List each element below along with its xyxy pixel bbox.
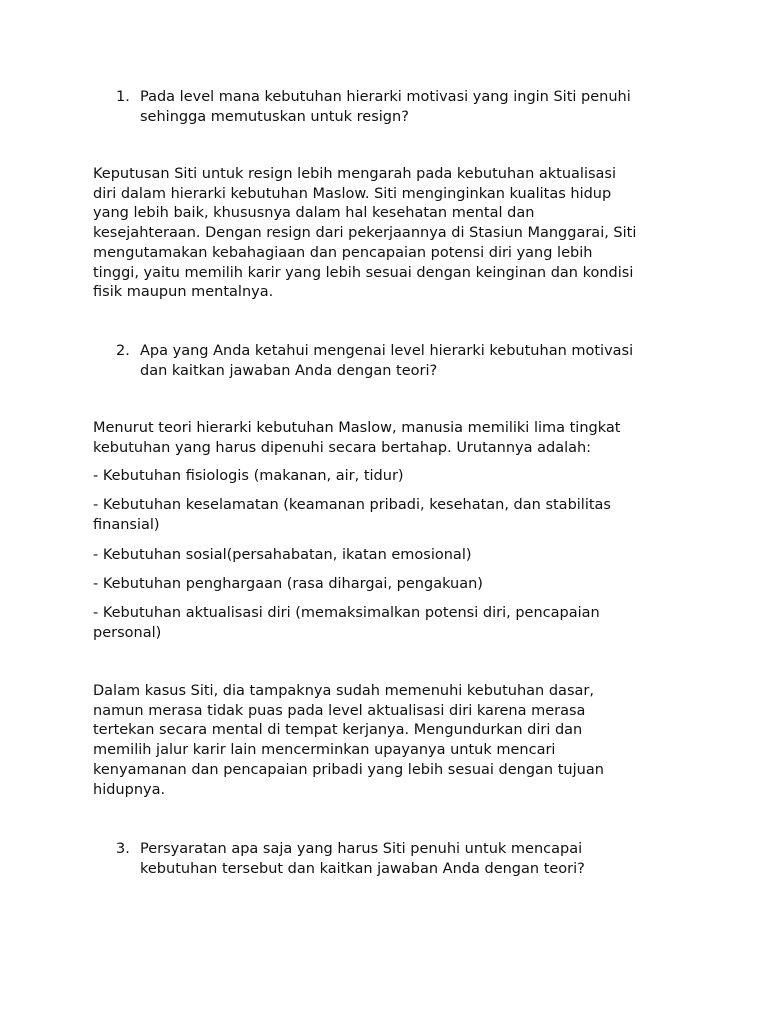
question-3-text: Persyaratan apa saja yang harus Siti penuhi untuk mencapai kebutuhan tersebut dan kaitkan jawaban Anda dengan teori? <box>140 841 585 877</box>
maslow-need-item: - Kebutuhan aktualisasi diri (memaksimalkan potensi diri, pencapaian personal) <box>93 605 600 641</box>
maslow-need-item: - Kebutuhan keselamatan (keamanan pribadi, kesehatan, dan stabilitas finansial) <box>93 497 611 533</box>
question-2 <box>116 341 676 381</box>
maslow-need-item: - Kebutuhan penghargaan (rasa dihargai, pengakuan) <box>93 576 483 592</box>
question-2-text: Apa yang Anda ketahui mengenai level hierarki kebutuhan motivasi dan kaitkan jawaban Anda dengan teori? <box>140 343 634 379</box>
question-1-text: Pada level mana kebutuhan hierarki motivasi yang ingin Siti penuhi sehingga memutuskan untuk resign? <box>140 89 631 125</box>
question-1 <box>116 87 676 127</box>
answer-2-intro: Menurut teori hierarki kebutuhan Maslow, manusia memiliki lima tingkat kebutuhan yang harus dipenuhi secara bertahap. Urutannya adalah: <box>93 420 621 456</box>
maslow-need-item: - Kebutuhan fisiologis (makanan, air, tidur) <box>93 468 404 484</box>
question-1-number: 1. <box>116 89 130 105</box>
maslow-need-item: - Kebutuhan sosial(persahabatan, ikatan emosional) <box>93 547 472 563</box>
question-3-number: 3. <box>116 841 130 857</box>
answer-1-paragraph: Keputusan Siti untuk resign lebih mengarah pada kebutuhan aktualisasi diri dalam hierarki kebutuhan Maslow. Siti menginginkan kualitas hidup yang lebih baik, khususnya dalam hal kesehatan mental dan kesejahteraan. Dengan resign dari pekerjaannya di Stasiun Manggarai, Siti mengutamakan kebahagiaan dan pencapaian potensi diri yang lebih tinggi, yaitu memilih karir yang lebih sesuai dengan keinginan dan kondisi fisik maupun mentalnya. <box>93 166 637 301</box>
answer-2-conclusion: Dalam kasus Siti, dia tampaknya sudah memenuhi kebutuhan dasar, namun merasa tidak puas pada level aktualisasi diri karena merasa tertekan secara mental di tempat kerjanya. Mengundurkan diri dan memilih jalur karir lain mencerminkan upayanya untuk mencari kenyamanan dan pencapaian pribadi yang lebih sesuai dengan tujuan hidupnya. <box>93 683 604 798</box>
question-2-number: 2. <box>116 343 130 359</box>
question-3 <box>116 839 676 879</box>
